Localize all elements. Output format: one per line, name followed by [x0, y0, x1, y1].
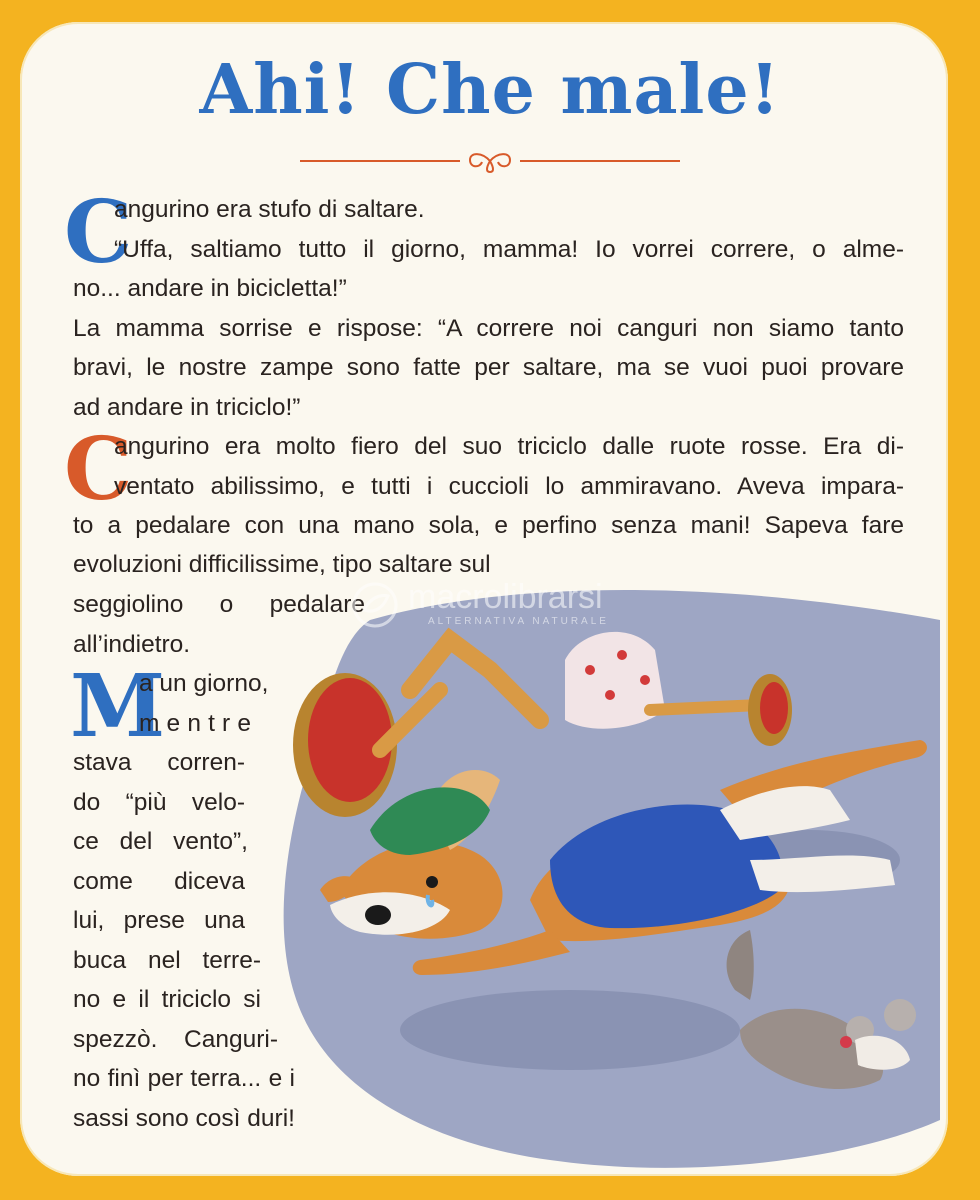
text-line: sassi sono così duri! — [73, 1104, 295, 1132]
drop-cap-c-red: C — [64, 419, 133, 520]
text-line: ad andare in triciclo!” — [73, 393, 301, 421]
text-line: m e n t r e — [139, 709, 251, 737]
watermark — [350, 574, 650, 634]
text-line: lui, prese una — [73, 907, 245, 934]
paragraph-1-head — [114, 190, 904, 269]
page-title: Ahi! Che male! — [199, 50, 781, 130]
paragraph-2-head — [114, 427, 904, 506]
text-line: a un giorno, — [139, 670, 269, 697]
paragraph-1-body — [73, 269, 904, 427]
text-line: all’indietro. — [73, 630, 191, 658]
paragraph-3-head — [139, 664, 269, 743]
text-line: bravi, le nostre zampe sono fatte per saltare, ma se vuoi puoi provare — [73, 354, 904, 381]
text-line: ventato abilissimo, e tutti i cuccioli lo ammiravano. Aveva impara- — [114, 472, 904, 500]
watermark-name: macrolibrarsi — [408, 578, 603, 616]
text-line: seggiolino o pedalare — [73, 591, 365, 618]
text-line: do “più velo- — [73, 788, 245, 816]
text-line: stava corren- — [73, 749, 245, 776]
watermark-logo-icon — [350, 580, 400, 630]
text-line: evoluzioni difficilissime, tipo saltare sul — [73, 551, 491, 578]
watermark-tagline: ALTERNATIVA NATURALE — [428, 616, 609, 627]
drop-cap-m-blue: M — [70, 656, 166, 757]
text-line: to a pedalare con una mano sola, e perfino senza mani! Sapeva fare — [73, 512, 904, 539]
text-line: La mamma sorrise e rispose: “A correre noi canguri non siamo tanto — [73, 314, 904, 342]
text-line: come diceva — [73, 867, 245, 895]
text-line: ce del vento”, — [73, 828, 248, 855]
paragraph-2-body — [73, 506, 904, 546]
ornament-divider — [300, 148, 680, 174]
drop-cap-c-blue: C — [64, 182, 133, 283]
text-line: no... andare in bicicletta!” — [73, 275, 347, 302]
text-line: buca nel terre- — [73, 946, 261, 974]
text-line: angurino era stufo di saltare. — [114, 196, 425, 223]
text-line: angurino era molto fiero del suo triciclo dalle ruote rosse. Era di- — [114, 433, 904, 460]
kangaroo-crash-illustration — [250, 560, 950, 1180]
text-line: spezzò. Canguri- — [73, 1025, 278, 1053]
text-line: no e il triciclo si — [73, 986, 261, 1013]
text-line: “Uffa, saltiamo tutto il giorno, mamma! Io vorrei correre, o alme- — [114, 235, 904, 263]
text-line: no finì per terra... e i — [73, 1065, 295, 1092]
tricycle-rear-wheel — [748, 674, 792, 746]
